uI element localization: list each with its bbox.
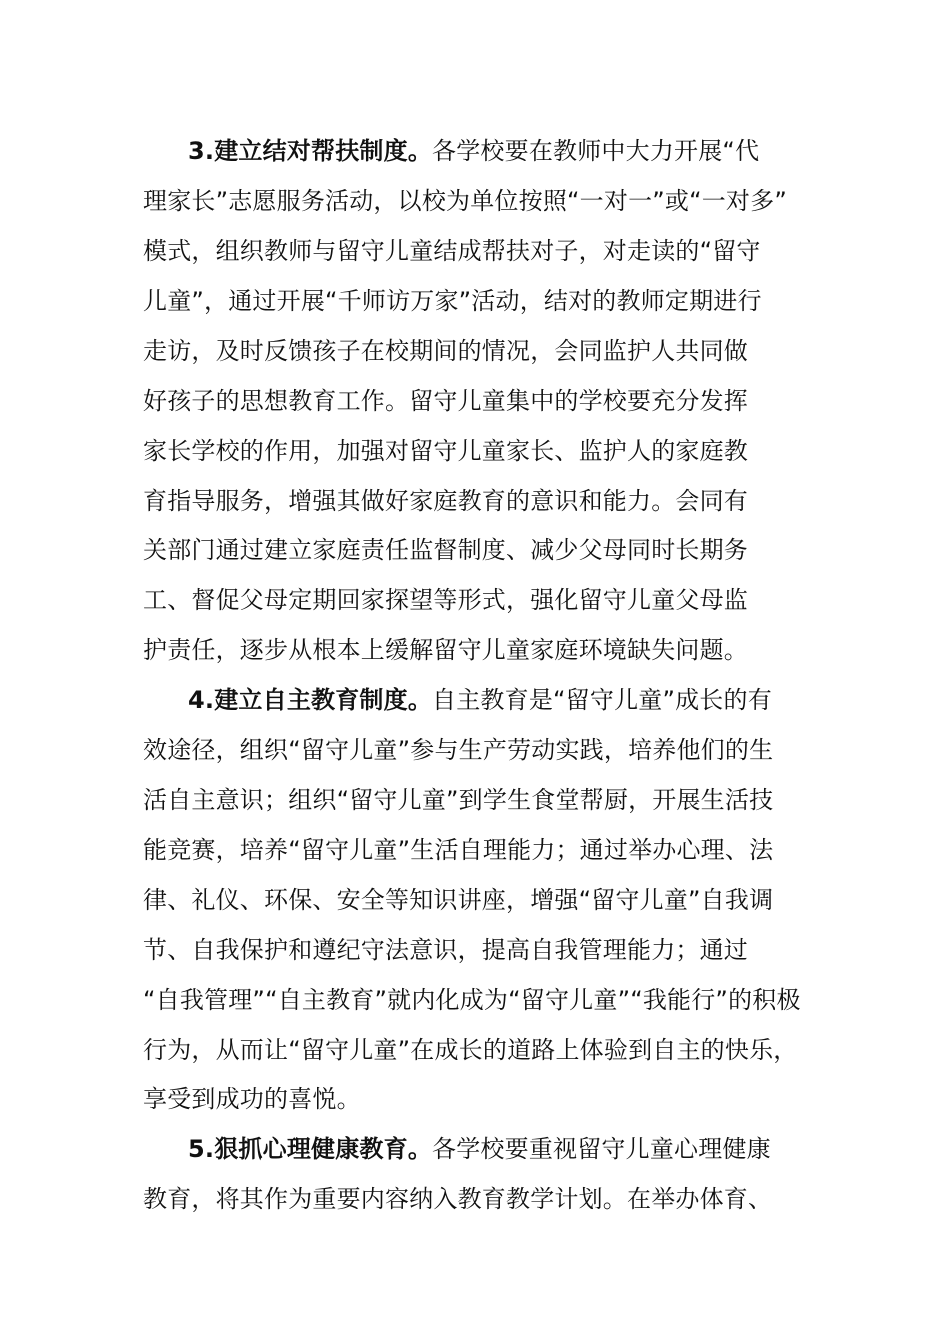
paragraph-first-line [188, 680, 772, 720]
section-heading: 3.建立结对帮扶制度。 [188, 137, 433, 165]
paragraph-line: 育指导服务，增强其做好家庭教育的意识和能力。会同有 [143, 487, 748, 515]
paragraph-first-line [188, 1129, 771, 1169]
paragraph-line: 家长学校的作用，加强对留守儿童家长、监护人的家庭教 [143, 437, 748, 465]
paragraph-line: 能竞赛，培养“留守儿童”生活自理能力；通过举办心理、法 [143, 836, 774, 864]
paragraph-line: 好孩子的思想教育工作。留守儿童集中的学校要充分发挥 [143, 387, 748, 415]
paragraph-line: 儿童”，通过开展“千师访万家”活动，结对的教师定期进行 [143, 287, 762, 315]
paragraph-line: 活自主意识；组织“留守儿童”到学生食堂帮厨，开展生活技 [143, 786, 774, 814]
paragraph-line: 护责任，逐步从根本上缓解留守儿童家庭环境缺失问题。 [143, 636, 748, 664]
paragraph-line: 走访，及时反馈孩子在校期间的情况，会同监护人共同做 [143, 337, 748, 365]
paragraph-line: 行为，从而让“留守儿童”在成长的道路上体验到自主的快乐， [143, 1036, 798, 1064]
section-heading: 5.狠抓心理健康教育。 [188, 1135, 433, 1163]
paragraph-text: 自主教育是“留守儿童”成长的有 [432, 686, 772, 714]
paragraph-text: 各学校要重视留守儿童心理健康 [432, 1135, 771, 1163]
paragraph-line: 教育，将其作为重要内容纳入教育教学计划。在举办体育、 [143, 1185, 773, 1213]
paragraph-line: 工、督促父母定期回家探望等形式，强化留守儿童父母监 [143, 586, 748, 614]
paragraph-line: 享受到成功的喜悦。 [143, 1085, 361, 1113]
paragraph-line: 律、礼仪、环保、安全等知识讲座，增强“留守儿童”自我调 [143, 886, 774, 914]
paragraph-line: 关部门通过建立家庭责任监督制度、减少父母同时长期务 [143, 536, 748, 564]
section-heading: 4.建立自主教育制度。 [188, 686, 433, 714]
paragraph-line: 效途径，组织“留守儿童”参与生产劳动实践，培养他们的生 [143, 736, 774, 764]
paragraph-line: “自我管理”“自主教育”就内化成为“留守儿童”“我能行”的积极 [143, 986, 801, 1014]
paragraph-line: 模式，组织教师与留守儿童结成帮扶对子，对走读的“留守 [143, 237, 761, 265]
paragraph-first-line [188, 131, 759, 171]
paragraph-line: 节、自我保护和遵纪守法意识，提高自我管理能力；通过 [143, 936, 748, 964]
paragraph-line: 理家长”志愿服务活动，以校为单位按照“一对一”或“一对多” [143, 187, 787, 215]
paragraph-text: 各学校要在教师中大力开展“代 [432, 137, 760, 165]
